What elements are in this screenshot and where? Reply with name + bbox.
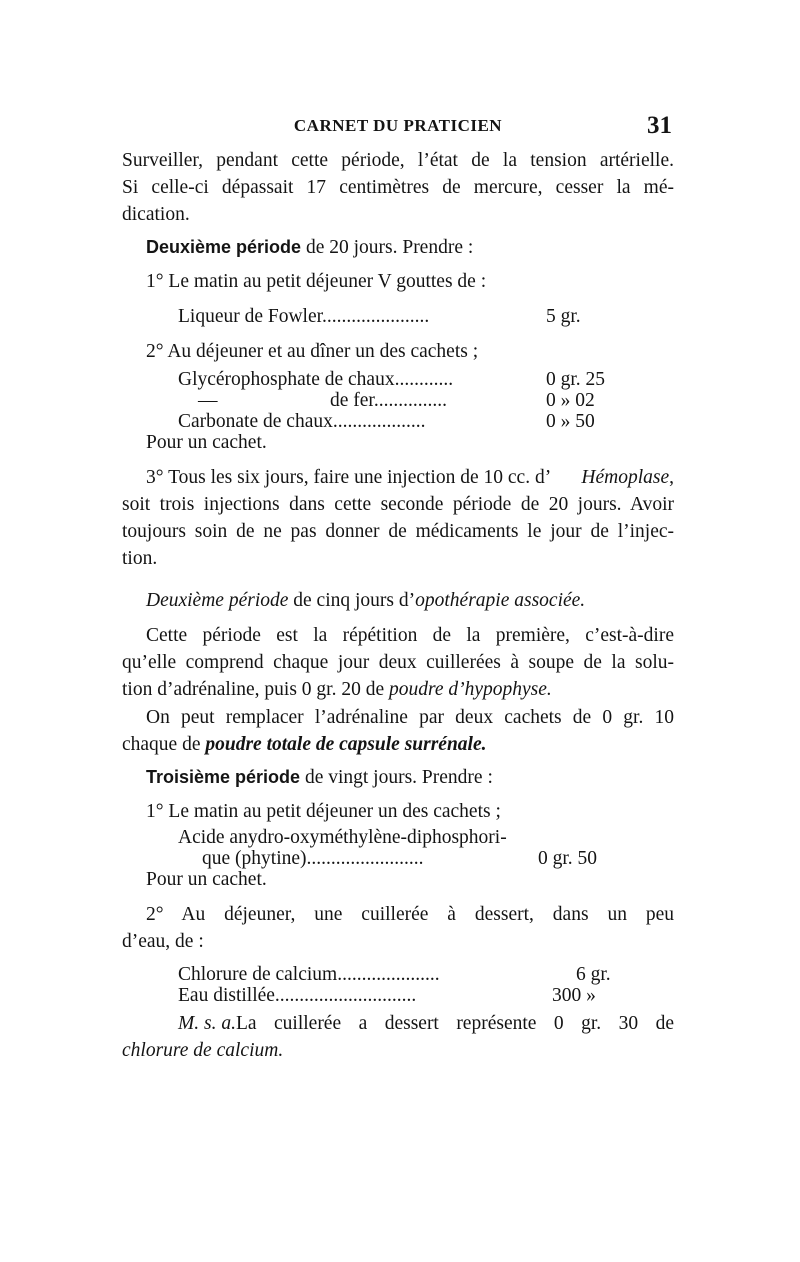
paragraph-line — [122, 678, 552, 702]
paragraph-line: Cette période est la répétition de la première, c’est-à-dire — [146, 625, 674, 646]
instruction-line: 2° Au déjeuner et au dîner un des cachets ; — [146, 341, 479, 362]
instruction-line: 1° Le matin au petit déjeuner V gouttes de : — [146, 271, 487, 292]
prescription-item: Chlorure de calcium..................... — [178, 964, 440, 985]
page-number: 31 — [647, 112, 672, 139]
paragraph-line: Si celle-ci dépassait 17 centimètres de mercure, cesser la mé- — [122, 177, 674, 198]
paragraph-line — [146, 466, 674, 490]
prescription-item: Carbonate de chaux................... — [178, 411, 426, 432]
section-heading: Deuxième période — [146, 237, 302, 257]
section-heading-line — [146, 765, 493, 790]
page-header — [122, 112, 674, 144]
running-title: CARNET DU PRATICIEN — [293, 116, 503, 135]
paragraph-line: tion. — [122, 548, 158, 569]
prescription-item: de fer............... — [330, 390, 447, 411]
prescription-qty: 5 gr. — [546, 306, 581, 327]
paragraph-line: On peut remplacer l’adrénaline par deux cachets de 0 gr. 10 — [146, 707, 674, 728]
subsection-title: Deuxième période — [146, 590, 289, 611]
prescription-qty: 0 » 02 — [546, 390, 595, 411]
paragraph-line: qu’elle comprend chaque jour deux cuillerées à soupe de la solu- — [122, 652, 674, 673]
prescription-item: Glycérophosphate de chaux............ — [178, 369, 454, 390]
prescription-note: Pour un cachet. — [146, 869, 267, 890]
paragraph-line: dication. — [122, 204, 190, 225]
prescription-item: Eau distillée............................. — [178, 985, 417, 1006]
text-run: tion d’adrénaline, puis 0 gr. 20 de — [122, 679, 389, 700]
paragraph-line: toujours soin de ne pas donner de médicaments le jour de l’injec- — [122, 521, 674, 542]
section-heading-line — [146, 235, 473, 260]
paragraph-line — [178, 1012, 674, 1036]
paragraph-line: d’eau, de : — [122, 931, 204, 952]
paragraph-line: 2° Au déjeuner, une cuillerée à dessert, dans un peu — [146, 904, 674, 925]
section-heading: Troisième période — [146, 767, 301, 787]
instruction-line: 1° Le matin au petit déjeuner un des cachets ; — [146, 801, 501, 822]
subsection-topic: opothérapie associée. — [415, 590, 586, 611]
text-run: chaque de — [122, 734, 206, 755]
product-name: Hémoplase — [581, 467, 670, 488]
prescription-qty: 0 gr. 25 — [546, 369, 606, 390]
prescription-item: Liqueur de Fowler...................... — [178, 306, 430, 327]
product-name: poudre totale de capsule surrénale. — [205, 734, 487, 755]
prescription-qty: 300 » — [552, 985, 596, 1006]
paragraph-line: Surveiller, pendant cette période, l’état de la tension artérielle. — [122, 150, 674, 171]
section-heading-rest: de vingt jours. Prendre : — [304, 767, 493, 788]
ditto-dash: — — [198, 390, 218, 411]
abbreviation: M. s. a. — [178, 1013, 236, 1034]
prescription-qty: 0 gr. 50 — [538, 848, 598, 869]
text-run: , — [669, 467, 674, 488]
section-heading-rest: de 20 jours. Prendre : — [305, 237, 474, 258]
text-run: 3° Tous les six jours, faire une injection de 10 cc. d’ — [146, 467, 552, 488]
subsection-heading — [146, 589, 585, 613]
product-name: poudre d’hypophyse. — [388, 679, 552, 700]
prescription-qty: 0 » 50 — [546, 411, 595, 432]
prescription-qty: 6 gr. — [576, 964, 611, 985]
prescription-note: Pour un cachet. — [146, 432, 267, 453]
paragraph-line — [122, 733, 487, 757]
paragraph-line: chlorure de calcium. — [122, 1040, 284, 1061]
prescription-item: Acide anydro-oxyméthylène-diphosphori- — [178, 827, 507, 848]
paragraph-line: soit trois injections dans cette seconde période de 20 jours. Avoir — [122, 494, 674, 515]
text-run: de cinq jours d’ — [288, 590, 416, 611]
prescription-item: que (phytine)........................ — [202, 848, 424, 869]
text-run: La cuillerée a dessert représente 0 gr. 30 de — [235, 1013, 674, 1034]
